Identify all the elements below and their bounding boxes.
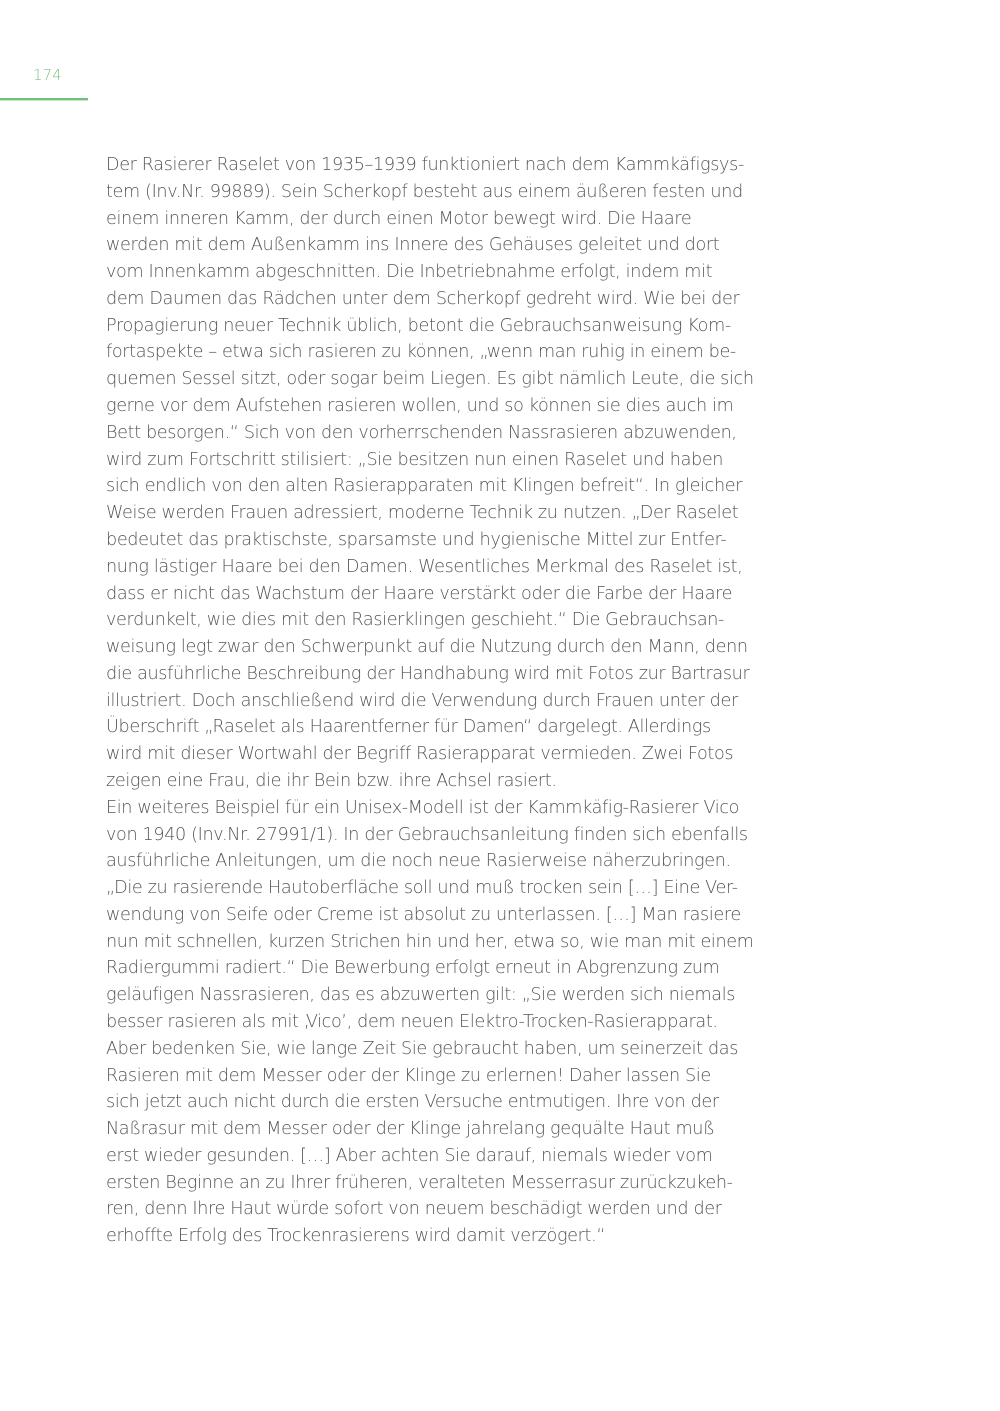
text-line: Ein weiteres Beispiel für ein Unisex-Modell ist der Kammkäfig-Rasierer Vico bbox=[106, 797, 740, 818]
text-line: die ausführliche Beschreibung der Handhabung wird mit Fotos zur Bartrasur bbox=[106, 663, 750, 684]
text-line: sich jetzt auch nicht durch die ersten Versuche entmutigen. Ihre von der bbox=[106, 1092, 719, 1113]
text-line: erst wieder gesunden. […] Aber achten Sie darauf, niemals wieder vom bbox=[106, 1145, 713, 1166]
page-number: 174 bbox=[33, 66, 62, 84]
text-line: verdunkelt, wie dies mit den Rasierklingen geschieht.“ Die Gebrauchsan- bbox=[106, 610, 725, 631]
text-line: weisung legt zwar den Schwerpunkt auf die Nutzung durch den Mann, denn bbox=[106, 637, 748, 658]
text-line: Überschrift „Raselet als Haarentferner für Damen“ dargelegt. Allerdings bbox=[106, 717, 711, 738]
text-line: bedeutet das praktischste, sparsamste und hygienische Mittel zur Entfer- bbox=[106, 529, 727, 550]
text-line: dass er nicht das Wachstum der Haare verstärkt oder die Farbe der Haare bbox=[106, 583, 733, 604]
text-line: von 1940 (Inv.Nr. 27991/1). In der Gebrauchsanleitung finden sich ebenfalls bbox=[106, 824, 748, 845]
text-line: wird mit dieser Wortwahl der Begriff Rasierapparat vermieden. Zwei Fotos bbox=[106, 744, 734, 765]
text-line: ausführliche Anleitungen, um die noch neue Rasierweise näherzubringen. bbox=[106, 851, 731, 872]
text-line: sich endlich von den alten Rasierapparaten mit Klingen befreit“. In gleicher bbox=[106, 476, 743, 497]
text-line: tem (Inv.Nr. 99889). Sein Scherkopf besteht aus einem äußeren festen und bbox=[106, 181, 743, 202]
text-line: „Die zu rasierende Hautoberfläche soll und muß trocken sein […] Eine Ver- bbox=[106, 878, 738, 899]
text-line: wendung von Seife oder Creme ist absolut zu unterlassen. […] Man rasiere bbox=[106, 904, 741, 925]
text-line: wird zum Fortschritt stilisiert: „Sie besitzen nun einen Raselet und haben bbox=[106, 449, 724, 470]
text-line: Der Rasierer Raselet von 1935–1939 funktioniert nach dem Kammkäfigsys- bbox=[106, 155, 744, 175]
text-line: fortaspekte – etwa sich rasieren zu können, „wenn man ruhig in einem be- bbox=[106, 342, 736, 363]
text-line: zeigen eine Frau, die ihr Bein bzw. ihre Achsel rasiert. bbox=[106, 770, 557, 791]
text-line: Radiergummi radiert.“ Die Bewerbung erfolgt erneut in Abgrenzung zum bbox=[106, 958, 720, 979]
text-line: besser rasieren als mit ‚Vico’, dem neuen Elektro-Trocken-Rasierapparat. bbox=[106, 1012, 718, 1032]
text-line: vom Innenkamm abgeschnitten. Die Inbetriebnahme erfolgt, indem mit bbox=[106, 262, 713, 283]
text-line: Aber bedenken Sie, wie lange Zeit Sie gebraucht haben, um seinerzeit das bbox=[106, 1038, 739, 1059]
text-line: Weise werden Frauen adressiert, moderne Technik zu nutzen. „Der Raselet bbox=[106, 503, 739, 524]
text-line: werden mit dem Außenkamm ins Innere des Gehäuses geleitet und dort bbox=[106, 235, 720, 256]
text-line: erhoffte Erfolg des Trockenrasierens wird damit verzögert.“ bbox=[106, 1226, 606, 1247]
text-line: nun mit schnellen, kurzen Strichen hin und her, etwa so, wie man mit einem bbox=[106, 931, 754, 952]
text-line: nung lästiger Haare bei den Damen. Wesentliches Merkmal des Raselet ist, bbox=[106, 556, 743, 577]
text-line: geläufigen Nassrasieren, das es abzuwerten gilt: „Sie werden sich niemals bbox=[106, 985, 736, 1006]
text-line: quemen Sessel sitzt, oder sogar beim Liegen. Es gibt nämlich Leute, die sich bbox=[106, 369, 754, 390]
text-line: Propagierung neuer Technik üblich, betont die Gebrauchsanweisung Kom- bbox=[106, 315, 731, 336]
text-line: Naßrasur mit dem Messer oder der Klinge jahrelang gequälte Haut muß bbox=[106, 1119, 715, 1140]
text-line: Bett besorgen.“ Sich von den vorherrschenden Nassrasieren abzuwenden, bbox=[106, 422, 737, 443]
text-line: illustriert. Doch anschließend wird die Verwendung durch Frauen unter der bbox=[106, 690, 738, 711]
text-line: Rasieren mit dem Messer oder der Klinge zu erlernen! Daher lassen Sie bbox=[106, 1065, 711, 1086]
text-line: einem inneren Kamm, der durch einen Motor bewegt wird. Die Haare bbox=[106, 208, 692, 229]
text-line: dem Daumen das Rädchen unter dem Scherkopf gedreht wird. Wie bei der bbox=[106, 288, 740, 309]
body-text bbox=[106, 152, 776, 1250]
text-line: ren, denn Ihre Haut würde sofort von neuem beschädigt werden und der bbox=[106, 1199, 722, 1220]
text-line: ersten Beginne an zu Ihrer früheren, veralteten Messerrasur zurückzukeh- bbox=[106, 1172, 733, 1193]
text-line: gerne vor dem Aufstehen rasieren wollen, und so können sie dies auch im bbox=[106, 396, 734, 417]
header-rule-shadow bbox=[0, 100, 88, 101]
